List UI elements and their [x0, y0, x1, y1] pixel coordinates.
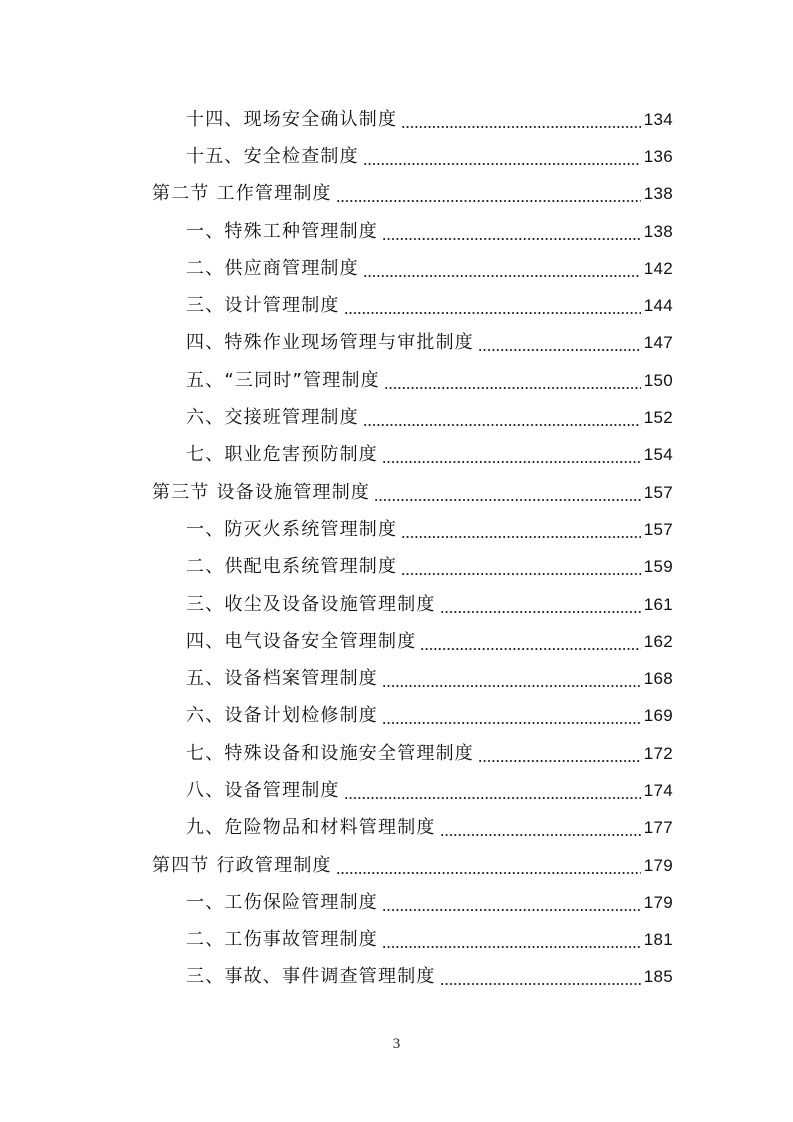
toc-dot-leader	[363, 258, 641, 280]
toc-subsection-entry[interactable]	[0, 362, 793, 399]
toc-subsection-entry[interactable]	[0, 250, 793, 287]
toc-dot-leader	[336, 855, 641, 877]
toc-dot-leader	[363, 146, 641, 168]
toc-entry-page-number: 157	[643, 519, 673, 539]
toc-entry-title: 六、交接班管理制度	[186, 407, 359, 429]
toc-entry-page-number: 179	[643, 855, 673, 875]
toc-subsection-entry[interactable]	[0, 810, 793, 847]
toc-entry-title: 二、供应商管理制度	[186, 257, 359, 279]
toc-entry-title: 二、工伤事故管理制度	[186, 929, 378, 951]
toc-dot-leader	[478, 332, 641, 354]
toc-dot-leader	[401, 519, 641, 541]
toc-entry-page-number: 181	[643, 930, 673, 950]
toc-entry-page-number: 172	[643, 743, 673, 763]
toc-entry-title: 一、特殊工种管理制度	[186, 220, 378, 242]
toc-entry-title: 三、事故、事件调查管理制度	[186, 966, 436, 988]
toc-dot-leader	[382, 929, 641, 951]
toc-entry-page-number: 152	[643, 408, 673, 428]
toc-entry-page-number: 162	[643, 631, 673, 651]
toc-dot-leader	[382, 705, 641, 727]
toc-entry-title: 四、特殊作业现场管理与审批制度	[186, 332, 474, 354]
toc-entry-page-number: 138	[643, 184, 673, 204]
toc-subsection-entry[interactable]	[0, 101, 793, 138]
toc-entry-title: 五、设备档案管理制度	[186, 668, 378, 690]
toc-subsection-entry[interactable]	[0, 549, 793, 586]
toc-entry-page-number: 177	[643, 818, 673, 838]
toc-subsection-entry[interactable]	[0, 437, 793, 474]
toc-entry-page-number: 147	[643, 333, 673, 353]
toc-subsection-entry[interactable]	[0, 698, 793, 735]
toc-dot-leader	[440, 817, 641, 839]
toc-subsection-entry[interactable]	[0, 287, 793, 324]
toc-entry-page-number: 169	[643, 706, 673, 726]
toc-dot-leader	[440, 966, 641, 988]
toc-subsection-entry[interactable]	[0, 399, 793, 436]
toc-entry-title: 九、危险物品和材料管理制度	[186, 817, 436, 839]
toc-entry-title: 五、“三同时”管理制度	[186, 369, 380, 391]
table-of-contents	[0, 101, 793, 996]
toc-dot-leader	[382, 668, 641, 690]
toc-entry-page-number: 144	[643, 296, 673, 316]
toc-entry-title: 七、特殊设备和设施安全管理制度	[186, 742, 474, 764]
toc-entry-title: 第二节 工作管理制度	[152, 183, 332, 205]
toc-subsection-entry[interactable]	[0, 511, 793, 548]
toc-entry-title: 八、设备管理制度	[186, 779, 340, 801]
toc-dot-leader	[374, 482, 641, 504]
toc-dot-leader	[401, 556, 641, 578]
toc-section-entry[interactable]	[0, 847, 793, 884]
toc-subsection-entry[interactable]	[0, 922, 793, 959]
toc-subsection-entry[interactable]	[0, 772, 793, 809]
toc-dot-leader	[384, 370, 641, 392]
toc-dot-leader	[344, 780, 641, 802]
toc-dot-leader	[382, 892, 641, 914]
toc-entry-page-number: 168	[643, 669, 673, 689]
toc-entry-page-number: 150	[643, 370, 673, 390]
toc-entry-page-number: 134	[643, 109, 673, 129]
toc-entry-title: 二、供配电系统管理制度	[186, 556, 398, 578]
toc-entry-title: 十五、安全检查制度	[186, 145, 359, 167]
toc-subsection-entry[interactable]	[0, 325, 793, 362]
toc-dot-leader	[478, 743, 641, 765]
toc-subsection-entry[interactable]	[0, 660, 793, 697]
toc-dot-leader	[336, 183, 641, 205]
toc-subsection-entry[interactable]	[0, 959, 793, 996]
toc-subsection-entry[interactable]	[0, 213, 793, 250]
toc-entry-title: 四、电气设备安全管理制度	[186, 630, 417, 652]
toc-dot-leader	[440, 594, 641, 616]
toc-section-entry[interactable]	[0, 176, 793, 213]
toc-section-entry[interactable]	[0, 474, 793, 511]
toc-dot-leader	[363, 407, 641, 429]
toc-dot-leader	[420, 631, 641, 653]
toc-entry-page-number: 179	[643, 892, 673, 912]
toc-entry-page-number: 159	[643, 557, 673, 577]
toc-dot-leader	[344, 295, 641, 317]
toc-entry-title: 三、收尘及设备设施管理制度	[186, 593, 436, 615]
toc-entry-title: 一、防灭火系统管理制度	[186, 518, 398, 540]
toc-entry-title: 第三节 设备设施管理制度	[152, 481, 371, 503]
toc-subsection-entry[interactable]	[0, 735, 793, 772]
toc-entry-title: 七、职业危害预防制度	[186, 444, 378, 466]
toc-entry-page-number: 138	[643, 221, 673, 241]
toc-entry-page-number: 185	[643, 967, 673, 987]
toc-entry-page-number: 161	[643, 594, 673, 614]
toc-entry-title: 十四、现场安全确认制度	[186, 108, 398, 130]
page-number: 3	[392, 1036, 401, 1052]
toc-dot-leader	[382, 444, 641, 466]
toc-entry-page-number: 136	[643, 146, 673, 166]
toc-subsection-entry[interactable]	[0, 884, 793, 921]
toc-entry-page-number: 142	[643, 258, 673, 278]
toc-subsection-entry[interactable]	[0, 586, 793, 623]
toc-entry-title: 三、设计管理制度	[186, 295, 340, 317]
toc-entry-page-number: 154	[643, 445, 673, 465]
toc-entry-page-number: 174	[643, 780, 673, 800]
toc-entry-title: 一、工伤保险管理制度	[186, 891, 378, 913]
toc-dot-leader	[382, 221, 641, 243]
toc-entry-page-number: 157	[643, 482, 673, 502]
toc-dot-leader	[401, 109, 641, 131]
toc-entry-title: 第四节 行政管理制度	[152, 854, 332, 876]
toc-subsection-entry[interactable]	[0, 138, 793, 175]
toc-subsection-entry[interactable]	[0, 623, 793, 660]
toc-entry-title: 六、设备计划检修制度	[186, 705, 378, 727]
